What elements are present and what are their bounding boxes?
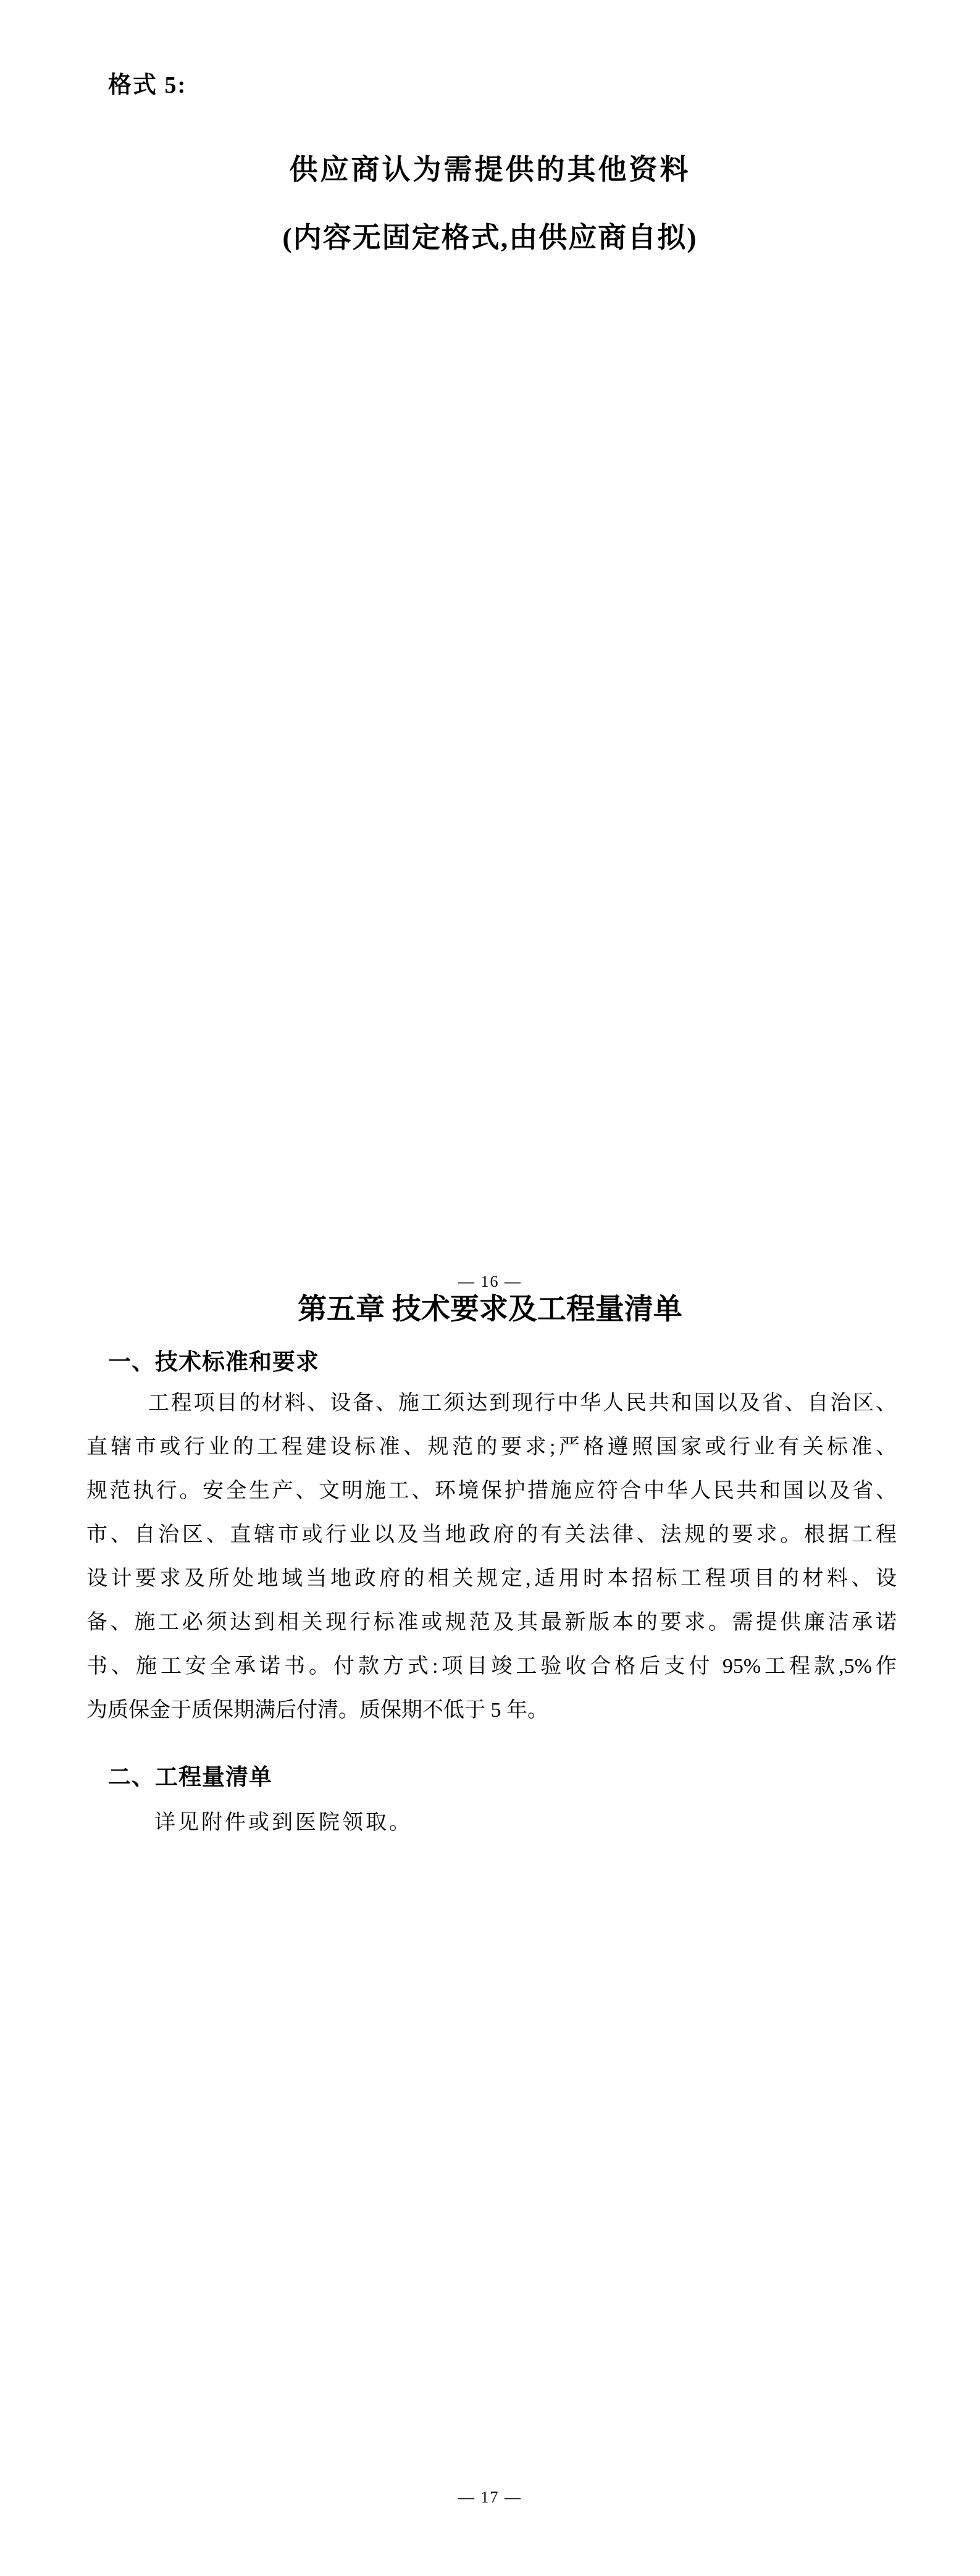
- paragraph-line: 备、施工必须达到相关现行标准或规范及其最新版本的要求。需提供廉洁承诺: [86, 1611, 897, 1634]
- doc-title-line-1: 供应商认为需提供的其他资料: [289, 154, 691, 185]
- paragraph-line: 书、施工安全承诺书。付款方式:项目竣工验收合格后支付 95%工程款,5%作: [86, 1655, 897, 1678]
- section-2-heading: 二、工程量清单: [108, 1765, 272, 1790]
- paragraph-line: 设计要求及所处地域当地政府的相关规定,适用时本招标工程项目的材料、设: [86, 1567, 897, 1590]
- paragraph-line: 市、自治区、直辖市或行业以及当地政府的有关法律、法规的要求。根据工程: [86, 1523, 897, 1546]
- paragraph-line: 为质保金于质保期满后付清。质保期不低于 5 年。: [86, 1699, 548, 1722]
- paragraph-line: 直辖市或行业的工程建设标准、规范的要求;严格遵照国家或行业有关标准、: [86, 1436, 897, 1458]
- paragraph-line: 规范执行。安全生产、文明施工、环境保护措施应符合中华人民共和国以及省、: [86, 1480, 897, 1502]
- section-1-paragraph: [86, 1381, 897, 1732]
- format-label: 格式 5:: [108, 72, 187, 98]
- chapter-5-heading: 第五章 技术要求及工程量清单: [298, 1294, 682, 1326]
- paragraph-line: 工程项目的材料、设备、施工须达到现行中华人民共和国以及省、自治区、: [148, 1392, 897, 1415]
- section-2-body: 详见附件或到医院领取。: [154, 1811, 413, 1834]
- doc-title-line-2: (内容无固定格式,由供应商自拟): [282, 222, 698, 253]
- page-17-footer: — 17 —: [458, 2488, 522, 2506]
- section-1-heading: 一、技术标准和要求: [108, 1350, 319, 1375]
- page-16-footer: — 16 —: [458, 1273, 522, 1290]
